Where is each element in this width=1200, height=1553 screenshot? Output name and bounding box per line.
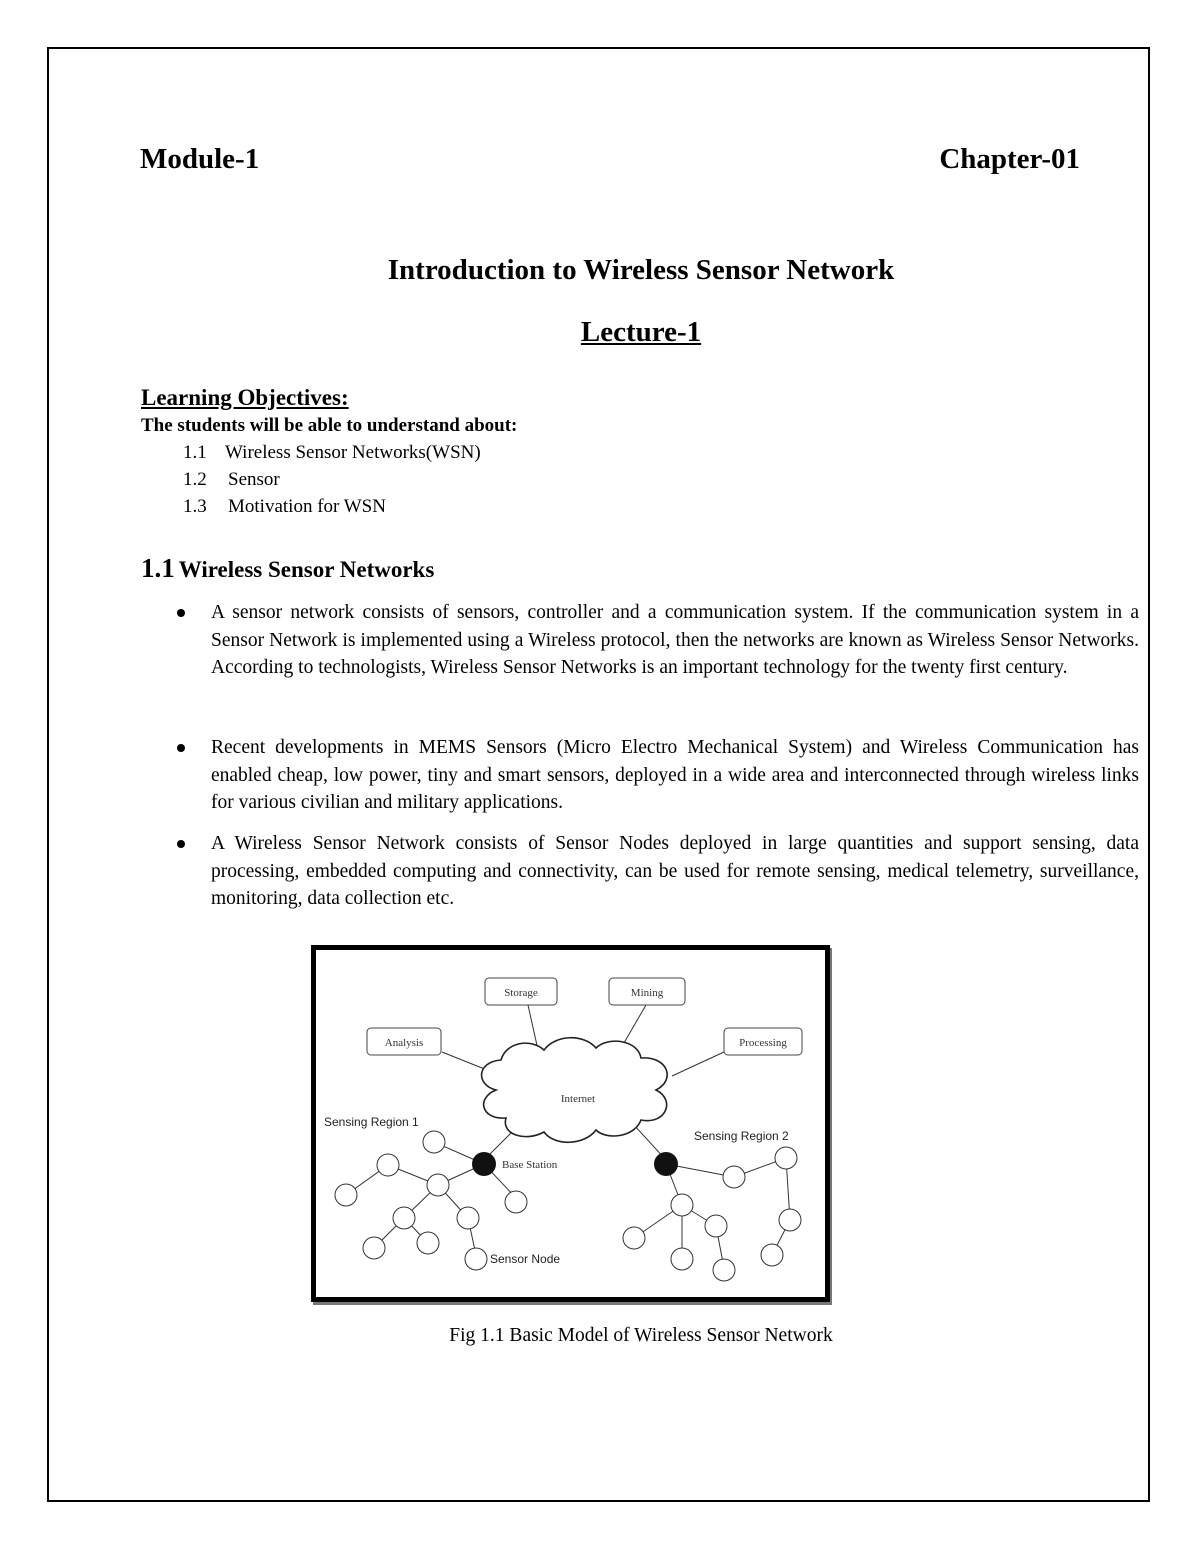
- bullet-paragraph: A sensor network consists of sensors, controller and a communication system. If the communication system in a Sensor Network is implemented using a Wireless protocol, then the networks are known as Wireless Sensor Networks. According to technologists, Wireless Sensor Networks is an important technology for the twenty first century.: [211, 602, 1139, 678]
- link-line: [621, 1005, 646, 1048]
- document-title: Introduction to Wireless Sensor Network: [387, 254, 895, 286]
- section-heading: [141, 553, 434, 584]
- objective-item: [183, 442, 481, 464]
- sensor-node-icon: [505, 1191, 527, 1213]
- sensor-node-icon: [427, 1174, 449, 1196]
- objective-text: Wireless Sensor Networks(WSN): [225, 442, 481, 463]
- sensor-node-icon: [393, 1207, 415, 1229]
- sensor-node-icon: [465, 1248, 487, 1270]
- bullet-paragraph: Recent developments in MEMS Sensors (Micro Electro Mechanical System) and Wireless Communication has enabled cheap, low power, tiny and smart sensors, deployed in a wide area and interconnected through wireless links for various civilian and military applications.: [211, 737, 1139, 813]
- objective-item: [183, 469, 280, 491]
- objective-number: 1.2: [183, 469, 207, 490]
- learning-objectives-heading: Learning Objectives:: [141, 385, 349, 410]
- sensor-node-icon: [761, 1244, 783, 1266]
- bullet-icon: [177, 744, 185, 752]
- sensor-node-icon: [713, 1259, 735, 1281]
- sensor-node-label: Sensor Node: [490, 1252, 561, 1266]
- module-label: Module-1: [140, 143, 260, 175]
- objective-text: Motivation for WSN: [228, 496, 386, 517]
- objective-text: Sensor: [228, 469, 280, 490]
- figure-caption: Fig 1.1 Basic Model of Wireless Sensor Network: [449, 1325, 833, 1346]
- sensor-node-icon: [335, 1184, 357, 1206]
- sensor-node-icon: [623, 1227, 645, 1249]
- analysis-label: Analysis: [384, 1037, 424, 1049]
- sensing-region-2-label: Sensing Region 2: [694, 1129, 789, 1143]
- internet-cloud: [482, 1038, 668, 1143]
- mining-label: Mining: [630, 987, 664, 999]
- lecture-heading: Lecture-1: [580, 316, 702, 348]
- sensor-node-icon: [723, 1166, 745, 1188]
- sensor-node-icon: [423, 1131, 445, 1153]
- objective-number: 1.3: [183, 496, 207, 517]
- base-station-label: Base Station: [502, 1159, 558, 1171]
- bullet-icon: [177, 840, 185, 848]
- section-number: 1.1: [141, 553, 175, 583]
- base-station-icon: [654, 1152, 678, 1176]
- base-station-icon: [472, 1152, 496, 1176]
- bullet-paragraph: A Wireless Sensor Network consists of Sensor Nodes deployed in large quantities and support sensing, data processing, embedded computing and connectivity, can be used for remote sensing, medical telemetry, surveillance, monitoring, data collection etc.: [211, 833, 1139, 909]
- internet-label: Internet: [560, 1093, 596, 1105]
- learning-objectives-intro: The students will be able to understand about:: [141, 415, 518, 436]
- link-line: [672, 1052, 724, 1076]
- sensor-node-icon: [417, 1232, 439, 1254]
- storage-label: Storage: [504, 987, 538, 999]
- sensor-node-icon: [779, 1209, 801, 1231]
- sensor-node-icon: [705, 1215, 727, 1237]
- objective-number: 1.1: [183, 442, 207, 463]
- sensor-node-icon: [363, 1237, 385, 1259]
- bullet-icon: [177, 609, 185, 617]
- objective-item: [183, 496, 386, 518]
- chapter-label: Chapter-01: [939, 143, 1080, 175]
- sensor-node-icon: [377, 1154, 399, 1176]
- section-title: Wireless Sensor Networks: [178, 557, 435, 582]
- wsn-diagram: [316, 950, 825, 1297]
- processing-label: Processing: [739, 1037, 787, 1049]
- sensing-region-1-label: Sensing Region 1: [324, 1115, 419, 1129]
- wsn-figure: [311, 945, 830, 1302]
- sensor-node-icon: [775, 1147, 797, 1169]
- sensor-node-icon: [457, 1207, 479, 1229]
- sensor-node-icon: [671, 1194, 693, 1216]
- sensor-node-icon: [671, 1248, 693, 1270]
